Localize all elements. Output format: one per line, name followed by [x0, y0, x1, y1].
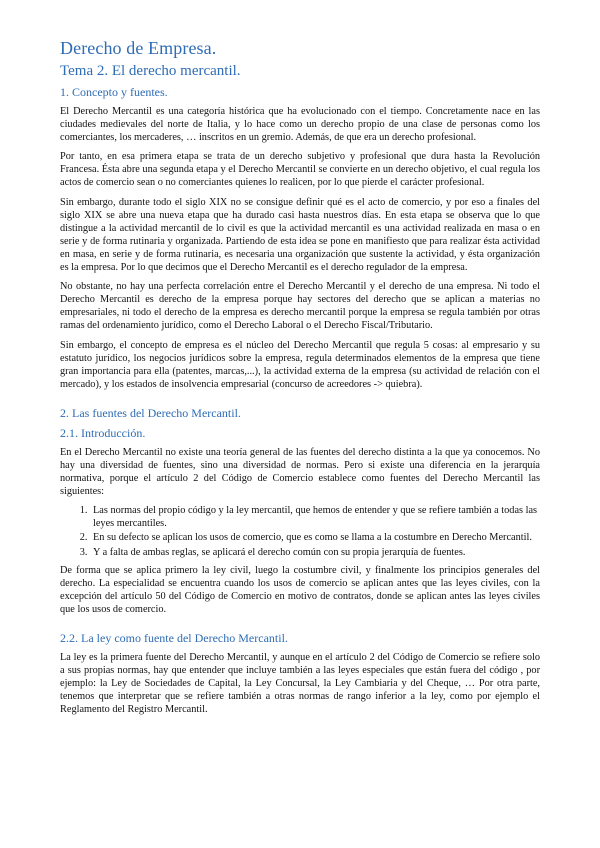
topic-title: Tema 2. El derecho mercantil.: [60, 63, 241, 79]
section-2-2-heading: 2.2. La ley como fuente del Derecho Mercantil.: [60, 631, 288, 645]
paragraph: Sin embargo, durante todo el siglo XIX no se consigue definir qué es el acto de comercio, y por eso a finales del siglo XIX se abre una nueva etapa que ha durado casi hasta nuestros días. En esta etapa se observa que lo que distingue a la actividad mercantil de lo civil es que la actividad mercantil es una actividad realizada en masa o en serie y de forma rutinaria y organizada. Partiendo de esta idea se pone en manifiesto que para realizar ésta actividad en masa, en serie y de forma rutinaria, es necesaria una organización que sustente la actividad, y ésta organización es la empresa. Por lo que decimos que el Derecho Mercantil es el derecho regulador de la empresa.: [60, 196, 540, 274]
paragraph: De forma que se aplica primero la ley civil, luego la costumbre civil, y finalmente los principios generales del derecho. La especialidad se encuentra cuando los usos de comercio se aplican antes que las leyes civiles, con la excepción del artículo 50 del Código de Comercio en motivo de contratos, donde se aplican antes las leyes civiles que los usos de comercio.: [60, 564, 540, 615]
paragraph: Por tanto, en esa primera etapa se trata de un derecho subjetivo y profesional que dura hasta la Revolución Francesa. Ésta abre una segunda etapa y el Derecho Mercantil se convierte en un derecho objetivo, el cual regula los actos de comercio sean o no comerciantes quienes lo realicen, por lo que pierde el carácter profesional.: [60, 151, 540, 189]
section-2-heading: 2. Las fuentes del Derecho Mercantil.: [60, 405, 241, 420]
document-title: Derecho de Empresa.: [60, 38, 217, 58]
paragraph: No obstante, no hay una perfecta correlación entre el Derecho Mercantil y el derecho de una empresa. Ni todo el Derecho Mercantil es derecho de la empresa porque hay sectores del derecho que se aplican a materias no empresariales, ni todo el derecho de la empresa es derecho mercantil porque la empresa se regula también por otras ramas del ordenamiento jurídico, como el Derecho Laboral o el Derecho Fiscal/Tributario.: [60, 281, 540, 332]
list-item: 2. En su defecto se aplican los usos de comercio, que es como se llama a la costumbre en Derecho Mercantil.: [90, 531, 540, 544]
list-item: 1. Las normas del propio código y la ley mercantil, que hemos de entender y que se refiere también a todas las leyes mercantiles.: [90, 504, 540, 530]
list-item: 3. Y a falta de ambas reglas, se aplicará el derecho común con su propia jerarquía de fuentes.: [90, 546, 540, 559]
paragraph: La ley es la primera fuente del Derecho Mercantil, y aunque en el artículo 2 del Código de Comercio se refiere solo a sus propias normas, hay que entender que incluye también a las leyes especiales que están fuera del código , por ejemplo: la Ley de Sociedades de Capital, la Ley Concursal, la Ley Cambiaria y del Cheque, … Por otra parte, tenemos que interpretar que se refiere también a otras normas de rango inferior a la ley, como por ejemplo el Reglamento del Registro Mercantil.: [60, 652, 540, 716]
section-1-heading: 1. Concepto y fuentes.: [60, 85, 168, 99]
section-2-1-heading: 2.1. Introducción.: [60, 425, 146, 440]
sources-list: [60, 504, 540, 558]
paragraph: En el Derecho Mercantil no existe una teoría general de las fuentes del derecho distinta a la que ya conocemos. No hay una diversidad de fuentes, sino una diversidad de normas. Pero si existe una diferencia en la jerarquía normativa, porque el artículo 2 del Código de Comercio establece como fuentes del Derecho Mercantil las siguientes:: [60, 446, 540, 498]
paragraph: El Derecho Mercantil es una categoría histórica que ha evolucionado con el tiempo. Concretamente nace en las ciudades medievales del norte de Italia, y lo hace como un derecho propio de una clase de personas como los comerciantes, los mercaderes, … inscritos en un gremio. Además, de que era un derecho profesional.: [60, 106, 540, 144]
paragraph: Sin embargo, el concepto de empresa es el núcleo del Derecho Mercantil que regula 5 cosas: al empresario y su estatuto jurídico, los negocios jurídicos sobre la empresa, regula determinados elementos de la empresa que tiene gran importancia para ella (patentes, marcas,...), la actividad externa de la empresa (su actividad de relación con el mercado), y los estados de insolvencia empresarial (concurso de acreedores -> quiebra).: [60, 339, 540, 390]
